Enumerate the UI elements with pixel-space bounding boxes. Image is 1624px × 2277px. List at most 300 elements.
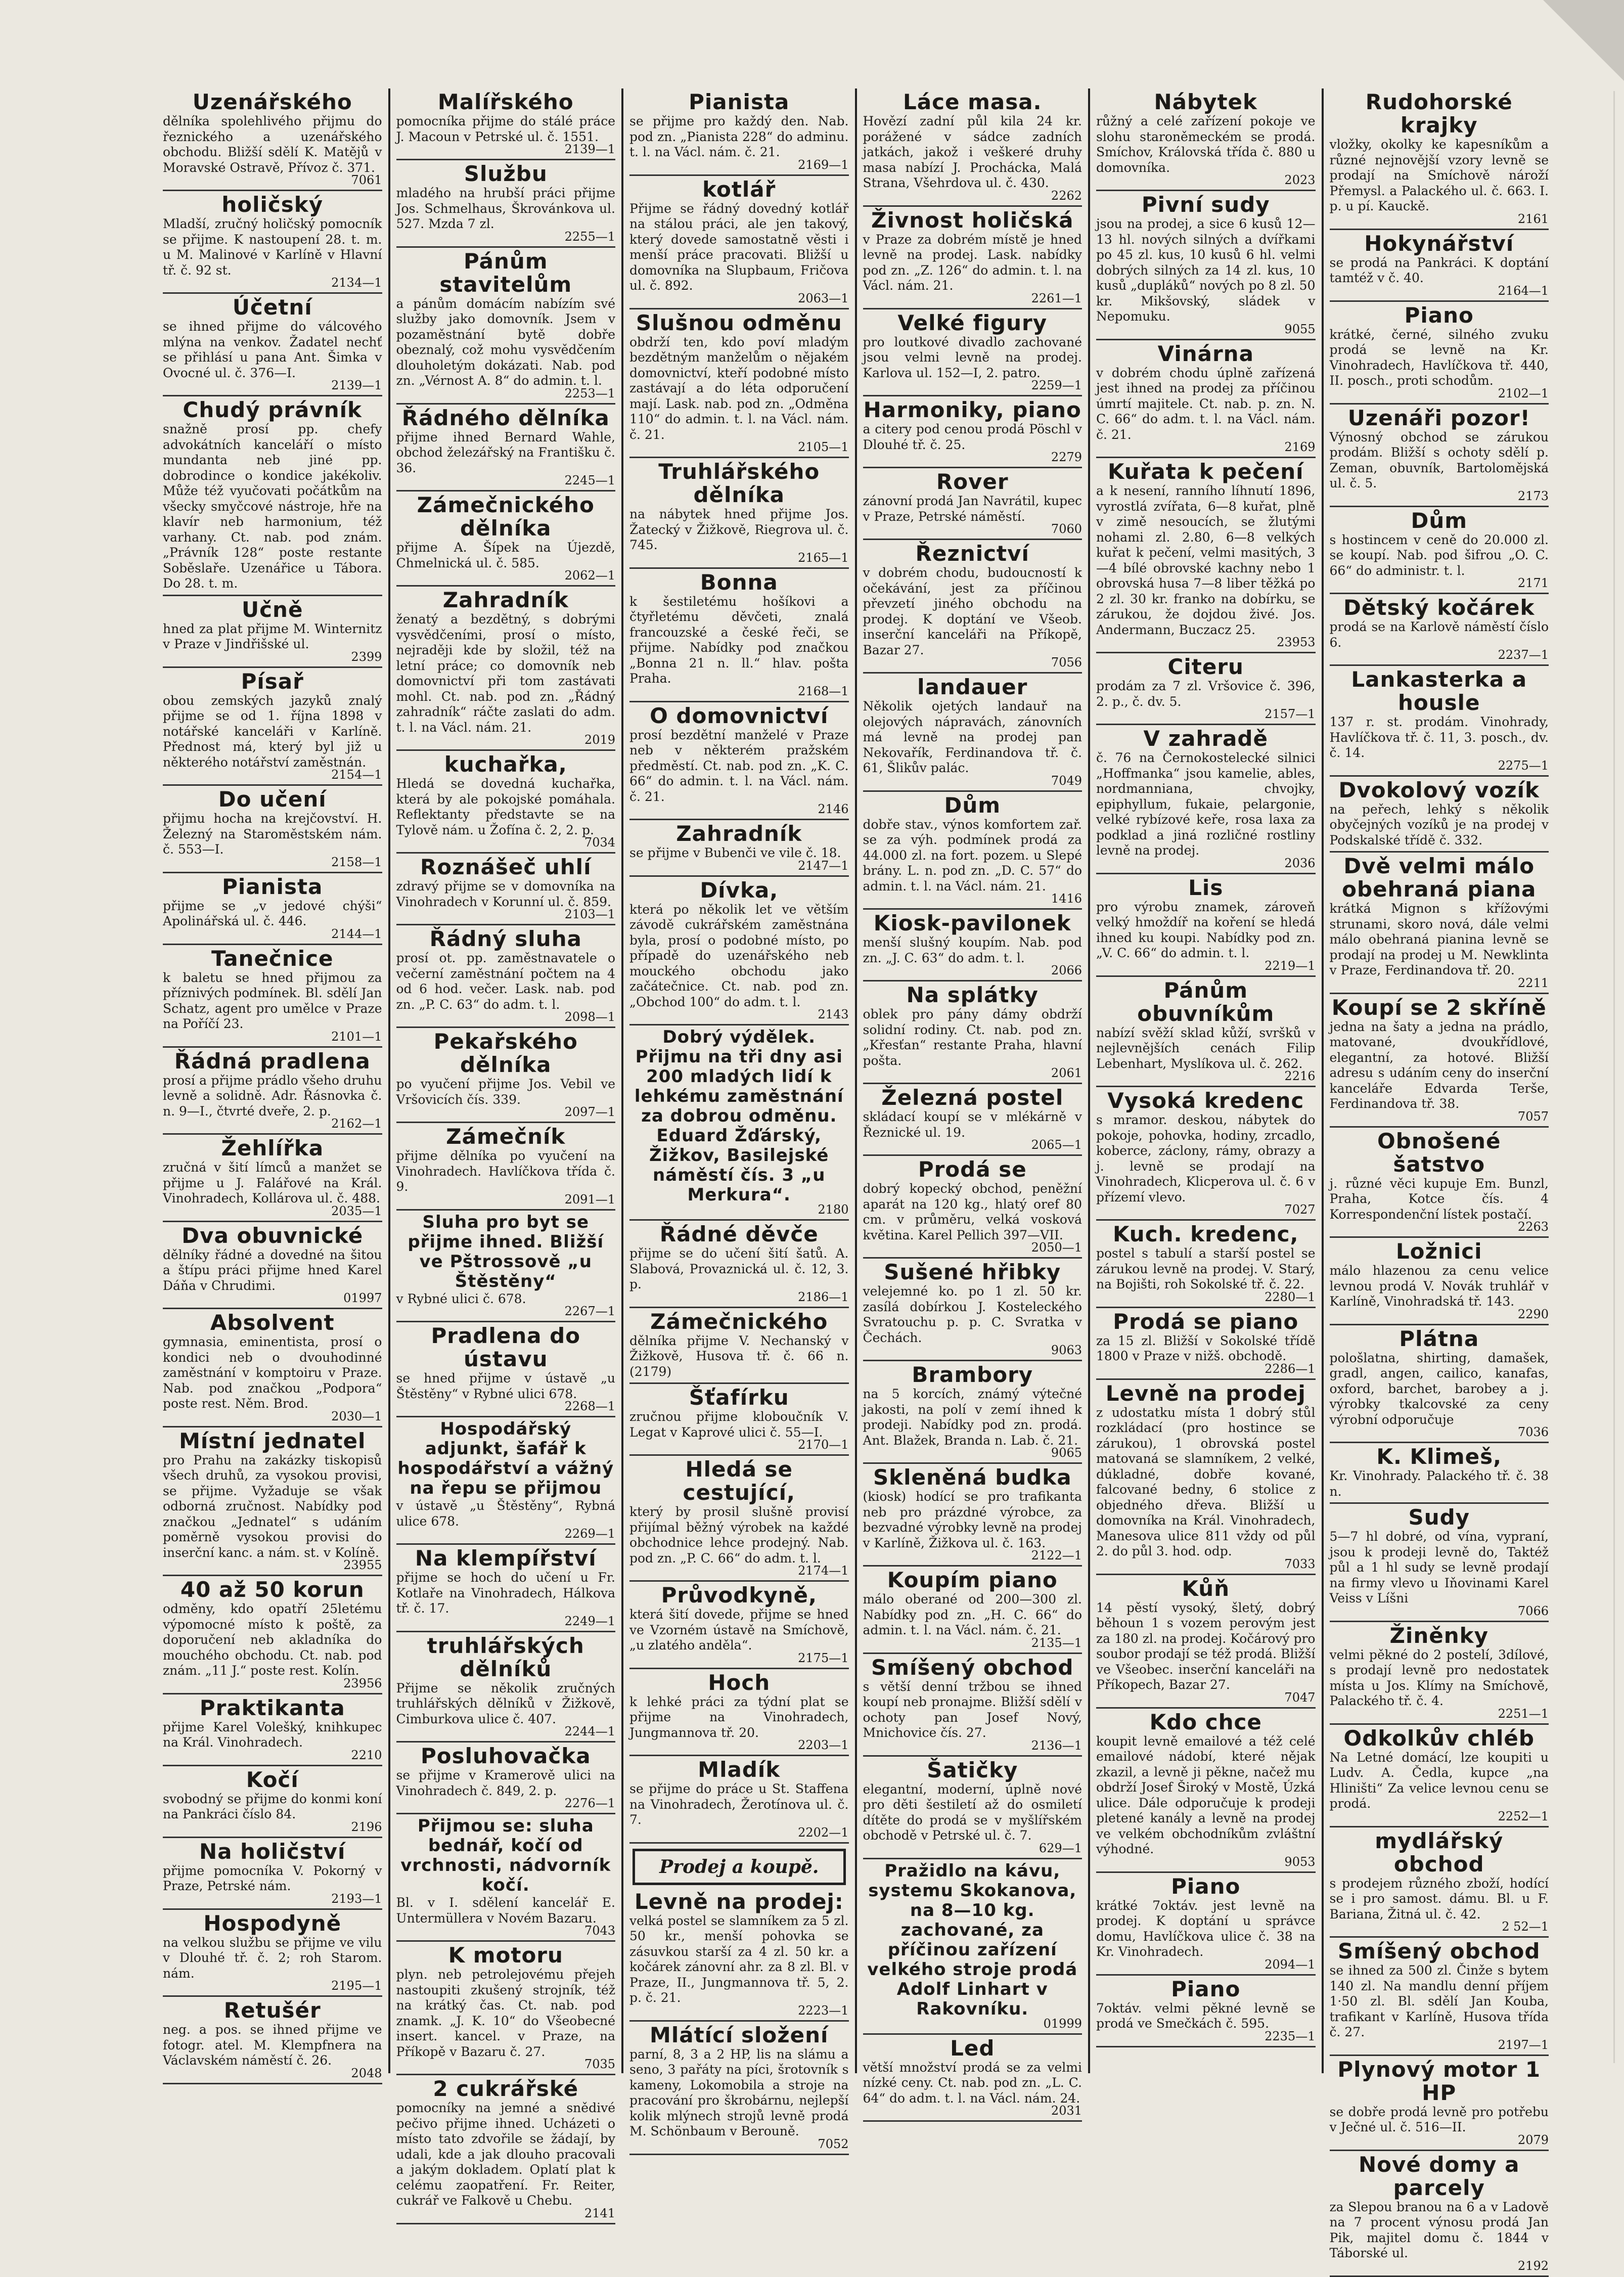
ad-heading: Rudohorské krajky — [1365, 90, 1513, 138]
ad-reference-number: 2173 — [1517, 488, 1549, 503]
ad-heading: Účetní — [232, 295, 312, 320]
classified-ad — [863, 1466, 1082, 1567]
ad-heading: Na splátky — [906, 983, 1039, 1007]
ad-heading: Pivní sudy — [1141, 192, 1270, 217]
classified-ad — [163, 398, 382, 596]
ad-text: 14 pěstí vysoký, šletý, dobrý běhoun 1 s vozem perovým jest za 180 zl. na prodej. Kočárový pro soubor prodají se též prodá. Bližší ve Všeobec. inserční kanceláři na Příkopech, Bazar 27. — [1096, 1600, 1316, 1692]
ad-text: který by prosil slušně provisí přijímal běžný výrobek na každé obchodnice lehce prodejný. Nab. pod zn. „P. C. 66“ do adm. t. l. — [629, 1504, 849, 1566]
column-4 — [855, 88, 1089, 2118]
ad-text: zručnou přijme kloboučník V. Legat v Kaprové ulici č. 55—I. — [629, 1409, 849, 1440]
ad-heading: Kuch. kredenc, — [1112, 1222, 1299, 1246]
ad-text: ženatý a bezdětný, s dobrými vysvědčeními, prosí o místo, nejraději kde by složil, též na letní práce; co domovník neb domovnictví při tom zastávati mohl. Ct. nab. pod zn. „Řádný zahradník“ ráčte zaslati do adm. t. l. na Václ. nám. 21. — [396, 612, 615, 735]
ad-heading: Citeru — [1167, 654, 1244, 679]
classified-ad — [629, 460, 849, 569]
ad-text: prodá se na Karlově náměstí číslo 6. — [1329, 619, 1549, 650]
classified-ad — [1096, 342, 1316, 459]
ad-heading: Led — [950, 2035, 995, 2061]
ad-heading: Hledá se cestující, — [683, 1457, 795, 1505]
ad-reference-number: 2103—1 — [564, 907, 615, 921]
ad-heading: kotlář — [702, 176, 776, 202]
classified-ad — [863, 1861, 1082, 2035]
ad-reference-number: 2197—1 — [1498, 2037, 1549, 2052]
classified-ad — [1330, 1940, 1549, 2056]
ad-text: málo oberané od 200—300 zl. Nabídky pod zn. „H. C. 66“ do admin. t. l. na Václ. nám. č. 21. — [863, 1592, 1082, 1637]
ad-reference-number: 7034 — [584, 835, 615, 850]
classified-ad — [629, 91, 849, 176]
ad-text: v ústavě „u Štěstěny“, Rybná ulice 678. — [396, 1498, 615, 1529]
classified-ad — [1330, 779, 1549, 853]
ad-text: Výnosný obchod se zárukou prodám. Bližší s ochoty sdělí p. Zeman, obuvník, Bartolomějská ul. č. 5. — [1329, 429, 1549, 490]
ad-reference-number: 2061 — [1051, 1066, 1082, 1080]
ad-text: parní, 8, 3 a 2 HP, lis na slámu a seno, 3 pařáty na píci, šrotovník s kameny, Lokomobila a stroje na pracování pro škrobárnu, nejlepší kolik mlýnech strojů levně prodá M. Schönbaum v Berouně. — [629, 2046, 849, 2138]
ad-text: Mladší, zručný holičský pomocník se přijme. K nastoupení 28. t. m. u M. Malinové v Karlíně v Hlavní tř. č. 92 st. — [163, 216, 382, 278]
section-banner: Prodej a koupě. — [633, 1849, 846, 1885]
ad-reference-number: 2262 — [1051, 188, 1082, 203]
page-edge-line — [1613, 91, 1615, 2063]
ad-heading: Železná postel — [881, 1085, 1064, 1110]
classified-ad — [1096, 1978, 1316, 2047]
ad-reference-number: 2098—1 — [564, 1010, 615, 1024]
ad-reference-number: 7035 — [584, 2057, 615, 2071]
ad-text: koupit levně emailové a též celé emailové nádobí, které nějak zkazil, a levně ji pěkne, načež mu obdrží Josef Široký v Mostě, Úzká ulice. Dále odporučuje k prodeji pletené kanály a levně na prodej ve velkém obchodníkům zvláštní výhodné. — [1096, 1733, 1316, 1856]
ad-heading: Truhlářského dělníka — [658, 459, 820, 507]
classified-ad — [629, 1584, 849, 1669]
classified-ad — [863, 1656, 1082, 1757]
ad-heading: Láce masa. — [903, 90, 1042, 114]
ad-heading: Žehlířka — [221, 1136, 324, 1160]
ad-text: se ihned za 500 zl. Činže s bytem 140 zl. Na mandlu denní příjem 1·50 zl. Bl. sdělí Jan Kouba, trafikant v Karlíně, Husova třída č. 27. — [1329, 1963, 1549, 2039]
ad-reference-number: 7056 — [1051, 655, 1082, 669]
classified-ad — [1330, 1327, 1549, 1444]
classified-ad — [163, 598, 382, 668]
classified-ad — [863, 91, 1082, 207]
ad-reference-number: 7043 — [584, 1924, 615, 1938]
classified-ad — [863, 398, 1082, 468]
ad-heading: Kůň — [1182, 1576, 1230, 1601]
ad-reference-number: 2267—1 — [564, 1304, 615, 1318]
ad-reference-number: 2102—1 — [1498, 386, 1549, 400]
classified-ad — [863, 1569, 1082, 1654]
classified-ad — [1330, 1506, 1549, 1622]
classified-ad — [1096, 1577, 1316, 1709]
ad-reference-number: 7047 — [1284, 1690, 1316, 1705]
ad-heading: Smíšený obchod — [871, 1655, 1074, 1680]
ad-reference-number: 2279 — [1051, 450, 1082, 464]
ad-reference-number: 2066 — [1051, 963, 1082, 977]
classified-ad — [163, 296, 382, 396]
ad-text: odměny, kdo opatří 25letému výpomocné místo k poště, za doporučení neb akladníka do mouchého obchodu. Ct. nab. pod znám. „11 J.“ poste rest. Kolín. — [163, 1601, 382, 1678]
ad-heading: Hokynářství — [1364, 231, 1514, 256]
ad-text: pološlatna, shirting, damašek, gradl, angen, cailico, kanafas, oxford, barchet, barobey a j. výrobky tkalcovské za ceny výrobní odporučuje — [1329, 1350, 1549, 1427]
ad-text: přijme A. Šípek na Újezdě, Chmelnická ul. č. 585. — [396, 540, 615, 570]
ad-text: prosí bezdětní manželé v Praze neb v některém pražském předměstí. Ct. nab. pod zn. „K. C. 66“ do admin. t. l. na Václ. nám. č. 21. — [629, 727, 849, 804]
ad-heading: Řeznictví — [915, 541, 1029, 566]
classified-ad — [163, 670, 382, 786]
ad-text: se přijme v Bubenči ve vile č. 18. — [629, 845, 841, 860]
ad-text: pro Prahu na zakázky tiskopisů všech druhů, za vysokou provisi, se přijme. Vyžaduje se však odborná zručnost. Nabídky pod značkou „Jednatel“ s udáním poměrně vysokou provisi do inserční kanc. a nám. st. v Kolíně. — [163, 1452, 382, 1560]
ad-reference-number: 2062—1 — [564, 568, 615, 583]
classified-ad — [1096, 979, 1316, 1088]
classified-ad — [1330, 407, 1549, 507]
ad-reference-number: 2030—1 — [331, 1409, 382, 1423]
ad-text: j. různé věci kupuje Em. Bunzl, Praha, Kotce čís. 4 Korrespondenční lístek postačí. — [1329, 1176, 1549, 1222]
ad-text: na velkou službu se přijme ve vilu v Dlouhé tř. č. 2; roh Starom. nám. — [163, 1935, 382, 1981]
ad-reference-number: 2193—1 — [331, 1891, 382, 1906]
ad-reference-number: 2245—1 — [564, 473, 615, 487]
ad-heading: Uzenáři pozor! — [1347, 405, 1530, 430]
ad-reference-number: 2079 — [1517, 2132, 1549, 2147]
ad-heading: Praktikanta — [199, 1695, 345, 1720]
classified-ad — [629, 1310, 849, 1385]
classified-ad — [163, 1840, 382, 1910]
ad-heading: Lankasterka a housle — [1351, 667, 1527, 715]
ad-text: s větší denní tržbou se ihned koupí neb pronajme. Bližší sdělí v ochoty pan Josef Nový, Mnichovice čís. 27. — [863, 1679, 1082, 1740]
ad-heading: Pekařského dělníka — [433, 1029, 578, 1077]
classified-ad — [629, 1028, 849, 1221]
ad-heading: Bonna — [700, 569, 778, 595]
ad-reference-number: 629—1 — [1039, 1841, 1082, 1855]
classified-ad — [396, 2077, 616, 2224]
classified-ad — [163, 1696, 382, 1766]
ad-reference-number: 2122—1 — [1031, 1548, 1082, 1562]
ad-reference-number: 2091—1 — [564, 1192, 615, 1207]
ad-text: růžný a celé zařízení pokoje ve slohu staroněmeckém se prodá. Smíchov, Královská třída č. 880 u domovníka. — [1096, 114, 1316, 175]
ad-text: přijme se „v jedové chýši“ Apolinářská ul. č. 446. — [163, 898, 382, 928]
ad-heading: Zahradník — [676, 821, 802, 846]
ad-reference-number: 2154—1 — [331, 768, 382, 782]
ad-heading: O domovnictví — [650, 703, 829, 728]
ad-text: se dobře prodá levně pro potřebu v Ječné ul. č. 516—II. — [1329, 2104, 1549, 2134]
ad-heading: Na klempířství — [415, 1546, 597, 1571]
ad-text: postel s tabulí a starší postel se zárukou levně na prodej. V. Starý, na Bojišti, roh Sokolské tř. č. 22. — [1096, 1246, 1316, 1291]
ad-text: snažně prosí pp. chefy advokátních kanceláří o místo mundanta neb jiné pp. dobrodince o kondice jakékoliv. Může též vyučovati počátkům na všecky smyčcové nástroje, hře na klavír neb harmonium, též varhany. Ct. nab. pod znám. „Právník 128“ poste restante Soběslaře. Uzenářice u Tábora. Do 28. t. m. — [163, 422, 382, 591]
ad-reference-number: 2244—1 — [564, 1724, 615, 1738]
ad-text: se hned přijme v ústavě „u Štěstěny“ v Rybné ulici 678. — [396, 1371, 615, 1401]
ad-reference-number: 9055 — [1284, 322, 1316, 336]
ad-heading: Plynový motor 1 HP — [1337, 2057, 1541, 2105]
classified-ad — [396, 856, 616, 925]
column-3 — [621, 88, 855, 2151]
ad-reference-number: 2280—1 — [1265, 1289, 1316, 1304]
ad-reference-number: 2255—1 — [564, 229, 615, 244]
ad-heading: Dvě velmi málo obehraná piana — [1342, 854, 1537, 902]
ad-text: Hovězí zadní půl kila 24 kr. porážené v sádce zadních jatkách, jakož i veškeré druhy masa nabízí J. Prochácka, Malá Strana, Všehrdova ul. č. 430. — [863, 114, 1082, 190]
ad-reference-number: 2237—1 — [1498, 648, 1549, 662]
classified-ad — [1096, 1875, 1316, 1976]
classified-ad — [396, 162, 616, 248]
ad-text: oblek pro pány dámy obdrží solidní rodiny. Ct. nab. pod zn. „Křesťan“ restante Praha, hlavní pošta. — [863, 1007, 1082, 1068]
ad-text: a pánům domácím nabízím své služby jako domovník. Jsem v pozaměstnání bytě dobře obeznalý, což mohu vysvědčením dlouholetým dokázati. Nab. pod zn. „Vérnost A. 8“ do admin. t. l. — [396, 296, 615, 388]
classified-ad — [163, 1050, 382, 1135]
ad-text: přijme pomocníka V. Pokorný v Praze, Petrské nám. — [163, 1863, 382, 1893]
column-1 — [157, 88, 388, 2080]
ad-text: prodám za 7 zl. Vršovice č. 396, 2. p., č. dv. 5. — [1096, 679, 1316, 709]
classified-ad — [1096, 1223, 1316, 1308]
classified-ad — [1096, 460, 1316, 653]
ad-reference-number: 2165—1 — [798, 550, 849, 565]
ad-heading: Hoch — [708, 1670, 771, 1695]
classified-ad — [629, 1671, 849, 1757]
ad-heading: Slušnou odměnu — [636, 310, 842, 335]
ad-reference-number: 2192 — [1517, 2258, 1549, 2273]
ad-reference-number: 01999 — [1043, 2016, 1082, 2031]
ad-reference-number: 2261—1 — [1031, 291, 1082, 305]
classified-ad — [629, 704, 849, 821]
ad-text: na 5 korcích, známý výtečné jakosti, na polí v zemí ihned k prodeji. Nabídky pod zn. prodá. Ant. Blažek, Branda n. Lab. č. 21. — [863, 1387, 1082, 1448]
classified-ad — [1330, 1829, 1549, 1938]
column-5 — [1088, 88, 1322, 2073]
ad-heading: Piano — [1171, 1976, 1241, 2001]
ad-text: přijmu hocha na krejčovství. H. Železný na Staroměstském nám. č. 553—I. — [163, 811, 382, 857]
ad-reference-number: 2275—1 — [1498, 758, 1549, 773]
ad-reference-number: 2101—1 — [331, 1029, 382, 1044]
ad-text: s hostincem v ceně do 20.000 zl. se koupí. Nab. pod šifrou „O. C. 66“ do administr. t. l. — [1329, 532, 1549, 578]
ad-text: za Slepou branou na 6 a v Ladově na 7 procent výnosu prodá Jan Pik, majitel domu č. 1844 v Táborské ul. — [1329, 2199, 1549, 2260]
ad-heading: Službu — [464, 161, 548, 186]
ad-reference-number: 2031 — [1051, 2104, 1082, 2118]
ad-text: Přijme se řádný dovedný kotlář na stálou práci, ale jen takový, který dovede samostatně věsti i menší práce pracovati. Bližší u domovníka na Slupbaum, Fričova ul. č. 892. — [629, 201, 849, 293]
ad-reference-number: 9063 — [1051, 1343, 1082, 1357]
ad-text: skládací koupí se v mlékárně v Řeznické ul. 19. — [863, 1109, 1082, 1140]
ad-text: pro výrobu znamek, zároveň velký hmoždíř na koření se hledá ihned ku koupi. Nabídky pod zn. „V. C. 66“ do admin. t. l. — [1096, 899, 1316, 960]
ad-heading: Pianista — [689, 90, 790, 114]
classified-ad — [629, 178, 849, 309]
ad-reference-number: 2286—1 — [1265, 1361, 1316, 1376]
ad-text: přijme ihned Bernard Wahle, obchod železářský na Františku č. 36. — [396, 429, 615, 475]
ad-heading: Prodá se — [918, 1157, 1027, 1182]
ad-reference-number: 2063—1 — [798, 291, 849, 305]
ad-text: v dobrém chodu, budoucností k očekávání, jest za příčinou převzetí jiného obchodu na prodej. K doptání ve Všeob. inserční kanceláři na Příkopě, Bazar 27. — [863, 565, 1082, 657]
classified-ad — [396, 1634, 616, 1743]
ad-heading: Lis — [1188, 875, 1224, 900]
classified-ad — [629, 1890, 849, 2022]
ad-text: se přijme v Kramerově ulici na Vinohradech č. 849, 2. p. — [396, 1768, 615, 1798]
ad-heading: K motoru — [448, 1943, 563, 1968]
ad-reference-number: 2094—1 — [1265, 1957, 1316, 1972]
classified-ad — [1330, 1727, 1549, 1827]
ad-heading: Pradlena do ústavu — [431, 1323, 581, 1371]
ad-heading: Dům — [944, 792, 1001, 818]
ad-text: č. 76 na Černokostelecké silnici „Hoffmanka“ jsou kamelie, ables, nordmanniana, chvojky, epiphyllum, fukaie, pelargonie, velké rybízové keře, rosa laxa za podklad a jiná rozličné rostliny levně na prodej. — [1096, 750, 1316, 858]
ad-heading: Řádná pradlena — [174, 1048, 371, 1074]
ad-heading: Kdo chce — [1149, 1709, 1262, 1734]
classified-ad — [863, 209, 1082, 309]
ad-heading: truhlářských dělníků — [427, 1633, 584, 1681]
ad-text: a k nesení, ranního líhnutí 1896, vyrostlá zvířata, 6—8 kuřat, plně v zimě nesoucích, se žlutými nohami zl. 2.80, 6—8 velkých kuřat k pečení, velmi masitých, 3—4 bílé obrovské kachny nebo 1 obrovská husa 7—8 liber těžká po 2 zl. 30 kr. franko na dobírku, se zárukou, že dojdou živé. Jos. Andermann, Buczacz 25. — [1096, 483, 1316, 637]
ad-reference-number: 2136—1 — [1031, 1738, 1082, 1753]
ad-reference-number: 23956 — [343, 1676, 382, 1690]
classified-ad — [396, 1547, 616, 1632]
ad-heading: Dva obuvnické — [182, 1223, 364, 1248]
ad-heading: Zámečnického — [650, 1309, 828, 1334]
classified-ad — [1330, 1445, 1549, 1504]
ad-heading: Piano — [1404, 302, 1474, 328]
ad-text: která po několik let ve větším závodě cukrářském zaměstnána byla, prosí o podobné místo, po případě do uzenářského neb mouckého obchodu jako začátečnice. Ct. nab. pod zn. „Obchod 100“ do adm. t. l. — [629, 902, 849, 1009]
ad-text: s prodejem různého zboží, hodící se i pro samost. dámu. Bl. u F. Bariana, Žitná ul. č. 42. — [1329, 1876, 1549, 1922]
newspaper-page — [157, 88, 1555, 2273]
classified-ad — [163, 1311, 382, 1427]
ad-heading: Posluhovačka — [420, 1744, 591, 1768]
ad-text: Kr. Vinohrady. Palackého tř. č. 38 n. — [1329, 1468, 1549, 1499]
classified-ad — [163, 1768, 382, 1838]
classified-ad — [863, 1261, 1082, 1361]
ad-text: Několik ojetých landauř na olejových nápravách, zánovních má levně na prodej pan Nekovařík, Ferdinandova tř. č. 61, Šlikův palác. — [863, 699, 1082, 775]
ad-reference-number: 2203—1 — [798, 1738, 849, 1752]
ad-text: na nábytek hned přijme Jos. Žatecký v Žižkově, Riegrova ul. č. 745. — [629, 507, 849, 552]
ad-heading: mydlářský obchod — [1375, 1828, 1504, 1877]
ad-heading: K. Klimeš, — [1376, 1444, 1502, 1469]
classified-ad — [1096, 1089, 1316, 1221]
ad-text: přijme Karel Volešký, knihkupec na Král. Vinohradech. — [163, 1719, 382, 1750]
ad-text: Hledá se dovedná kuchařka, která by ale pokojské pomáhala. Reflektanty představte se na Tylově nám. u Žofína č. 2, 2. p. — [396, 776, 615, 837]
ad-heading: Dům — [1411, 508, 1468, 533]
ad-heading: Chudý právník — [183, 397, 362, 422]
ad-heading: Brambory — [912, 1362, 1033, 1387]
ad-heading: Šťafírku — [689, 1385, 789, 1410]
classified-ad — [163, 788, 382, 873]
ad-heading: Plátna — [1399, 1326, 1479, 1351]
ad-reference-number: 2168—1 — [798, 684, 849, 698]
ad-heading: Malířského — [437, 90, 574, 114]
ad-heading: Pražidlo na kávu, systemu Skokanova, na 8—10 kg. zachované, za příčinou zařízení velkého stroje prodá Adolf Linhart v Rakovníku. — [867, 1860, 1078, 2019]
classified-ad — [863, 311, 1082, 397]
classified-ad — [863, 470, 1082, 540]
classified-ad — [629, 1386, 849, 1456]
ad-heading: Levně na prodej — [1105, 1380, 1306, 1406]
ad-reference-number: 2251—1 — [1498, 1706, 1549, 1721]
ad-heading: Žiněnky — [1389, 1623, 1488, 1648]
ad-reference-number: 2171 — [1517, 576, 1549, 590]
ad-reference-number: 2135—1 — [1031, 1635, 1082, 1650]
ad-text: větší množství prodá se za velmi nízké ceny. Ct. nab. pod zn. „L. C. 64“ do adm. t. l. na Václ. nám. 24. — [863, 2060, 1082, 2106]
ad-reference-number: 01997 — [343, 1291, 382, 1305]
ad-text: 137 r. st. prodám. Vinohrady, Havlíčkova tř. č. 11, 3. posch., dv. č. 14. — [1329, 715, 1549, 760]
ad-reference-number: 2141 — [584, 2206, 615, 2220]
ad-heading: Pianista — [222, 874, 323, 899]
classified-ad — [1330, 509, 1549, 595]
ad-heading: Mladík — [698, 1757, 781, 1782]
ad-reference-number: 2162—1 — [331, 1117, 382, 1131]
ad-reference-number: 23955 — [343, 1558, 382, 1572]
ad-text: Bl. v I. sdělení kancelář E. Untermüllera v Novém Bazaru. — [396, 1895, 615, 1926]
ad-text: dobře stav., výnos komfortem zař. se za výh. podmínek prodá za 44.000 zl. na fort. pozem. u Slepé brány. L. n. pod zn. „D. C. 57“ do admin. t. l. na Václ. nám. 21. — [863, 817, 1082, 894]
ad-text: obou zemských jazyků znalý přijme se od 1. října 1898 v notářské kanceláři v Karlíně. Přednost má, který byl již u některého notářství zaměstnán. — [163, 693, 382, 770]
ad-text: dělníky řádné a dovedné na šitou a štípu práci přijme hned Karel Dáňa v Chrudimi. — [163, 1247, 382, 1293]
ad-reference-number: 2263 — [1517, 1220, 1549, 1234]
classified-ad — [1096, 91, 1316, 191]
ad-heading: Dobrý výdělek. Přijmu na tři dny asi 200 mladých lidí k lehkému zaměstnání za dobrou odměnu. Eduard Žďárský, Žižkov, Basilejské náměstí čís. 3 „u Merkura“. — [634, 1027, 844, 1205]
ad-reference-number: 7027 — [1284, 1202, 1316, 1217]
classified-ad — [163, 1578, 382, 1694]
classified-ad — [1330, 232, 1549, 302]
ad-reference-number: 7066 — [1517, 1603, 1549, 1618]
classified-ad — [396, 1030, 616, 1123]
column-2 — [388, 88, 622, 2220]
classified-ad — [629, 822, 849, 877]
ad-heading: Skleněná budka — [873, 1465, 1072, 1490]
ad-heading: Nové domy a parcely — [1358, 2152, 1520, 2200]
ad-heading: Písař — [241, 668, 304, 694]
classified-ad — [396, 1944, 616, 2075]
classified-ad — [1330, 996, 1549, 1128]
ad-heading: Mlátící složení — [650, 2022, 829, 2047]
ad-heading: Vinárna — [1157, 341, 1254, 366]
ad-heading: Místní jednatel — [179, 1428, 366, 1453]
ad-reference-number: 2399 — [351, 649, 382, 664]
ad-heading: Zámečnického dělníka — [417, 493, 595, 541]
ad-heading: Pánům obuvníkům — [1137, 977, 1275, 1026]
ad-reference-number: 2143 — [818, 1007, 849, 1021]
ad-reference-number: 2097—1 — [564, 1105, 615, 1119]
classified-ad — [1330, 2058, 1549, 2151]
classified-ad — [629, 571, 849, 702]
ad-heading: Smíšený obchod — [1338, 1939, 1541, 1963]
classified-ad — [629, 1758, 849, 1844]
ad-heading: Piano — [1171, 1873, 1241, 1899]
ad-text: dělníka spolehlivého přijmu do řeznického a uzenářského obchodu. Bližší sdělí K. Matějů v Moravské Ostravě, Přívoz č. 371. — [163, 114, 382, 175]
ad-heading: Šatičky — [927, 1757, 1018, 1782]
ad-reference-number: 2219—1 — [1265, 958, 1316, 973]
classified-ad — [863, 542, 1082, 674]
classified-ad — [396, 1324, 616, 1417]
classified-ad — [1330, 91, 1549, 230]
ad-heading: Živnost holičská — [871, 207, 1074, 233]
ad-text: dělníka přijme V. Nechanský v Žižkově, Husova tř. č. 66 n. (2179) — [629, 1333, 849, 1379]
ad-reference-number: 7057 — [1517, 1109, 1549, 1124]
ad-text: jsou na prodej, a sice 6 kusů 12—13 hl. nových silných a dvířkami po 45 zl. kus, 10 kusů 6 hl. velmi dobrých silných za 14 zl. kus, 10 kusů „dupláků“ nových po 8 zl. 50 kr. Mikšovský, sládek v Nepomuku. — [1096, 216, 1316, 324]
ad-reference-number: 2252—1 — [1498, 1809, 1549, 1823]
ad-heading: Uzenářského — [192, 90, 352, 114]
ad-heading: Levně na prodej: — [634, 1889, 844, 1914]
ad-text: jedna na šaty a jedna na prádlo, matované, dvoukřídlové, elegantní, za hotové. Bližší adresu s udáním ceny do inserční kanceláře Edvarda Terše, Ferdinandova tř. 38. — [1329, 1019, 1549, 1111]
ad-text: krátká Mignon s křížovými strunami, skoro nová, dále velmi málo obehraná pianina levně se prodají na prodej u M. Newklinta v Praze, Ferdinandova tř. 20. — [1329, 901, 1549, 977]
ad-reference-number: 2065—1 — [1031, 1138, 1082, 1152]
ad-reference-number: 7036 — [1517, 1425, 1549, 1439]
ad-heading: Dětský kočárek — [1343, 595, 1535, 620]
classified-ad — [396, 494, 616, 587]
ad-text: svobodný se přijme do konmi koní na Pankráci číslo 84. — [163, 1791, 382, 1821]
ad-reference-number: 2157—1 — [1265, 707, 1316, 721]
ad-reference-number: 7060 — [1051, 522, 1082, 536]
classified-ad — [863, 1363, 1082, 1464]
ad-text: hned za plat přijme M. Winternitz v Praze v Jindřišské ul. — [163, 621, 382, 651]
ad-reference-number: 2035—1 — [331, 1203, 382, 1218]
ad-text: neg. a pos. se ihned přijme ve fotogr. atel. M. Klempfnera na Václavském náměstí č. 26. — [163, 2022, 382, 2068]
ad-reference-number: 2139—1 — [331, 378, 382, 392]
ad-text: pro loutkové divadlo zachované jsou velmi levně na prodej. Karlova ul. 152—I, 2. patro. — [863, 334, 1082, 380]
ad-text: pomocníky na jemné a snědivé pečivo přijme ihned. Ucházeti o místo tato zdvořile se žádají, by udali, kde a jak dlouho pracovali a jakým dokladem. Oplatí plat k celému zaopatření. Fr. Reiter, cukrář ve Falkově u Chebu. — [396, 2101, 615, 2208]
ad-text: se přijme pro každý den. Nab. pod zn. „Pianista 228“ do adminu. t. l. na Václ. nám. č. 21. — [629, 114, 849, 159]
ad-heading: Dívka, — [700, 877, 779, 903]
ad-text: se ihned přijme do válcového mlýna na venkov. Žadatel nechť se přihlásí u pana Ant. Šimka v Ovocné ul. č. 376—I. — [163, 319, 382, 380]
ad-reference-number: 2202—1 — [798, 1825, 849, 1840]
classified-ad — [1330, 855, 1549, 994]
ad-text: menší slušný koupím. Nab. pod zn. „J. C. 63“ do adm. t. l. — [863, 935, 1082, 965]
classified-ad — [863, 1158, 1082, 1259]
classified-ad — [1330, 668, 1549, 777]
ad-reference-number: 9065 — [1051, 1446, 1082, 1460]
ad-text: s mramor. deskou, nábytek do pokoje, pohovka, hodiny, zrcadlo, koberce, záclony, rámy, obrazy a j. levně se prodají na Vinohradech, Klicperova ul. č. 6 v přízemí vlevo. — [1096, 1112, 1316, 1204]
classified-ad — [396, 1816, 616, 1942]
classified-ad — [1330, 596, 1549, 666]
ad-reference-number: 2158—1 — [331, 855, 382, 869]
ad-reference-number: 2019 — [584, 733, 615, 747]
ad-heading: Absolvent — [210, 1310, 335, 1335]
classified-ad — [396, 407, 616, 492]
classified-ad — [1096, 1711, 1316, 1873]
ad-heading: Řádný sluha — [429, 926, 582, 951]
classified-ad — [396, 753, 616, 854]
